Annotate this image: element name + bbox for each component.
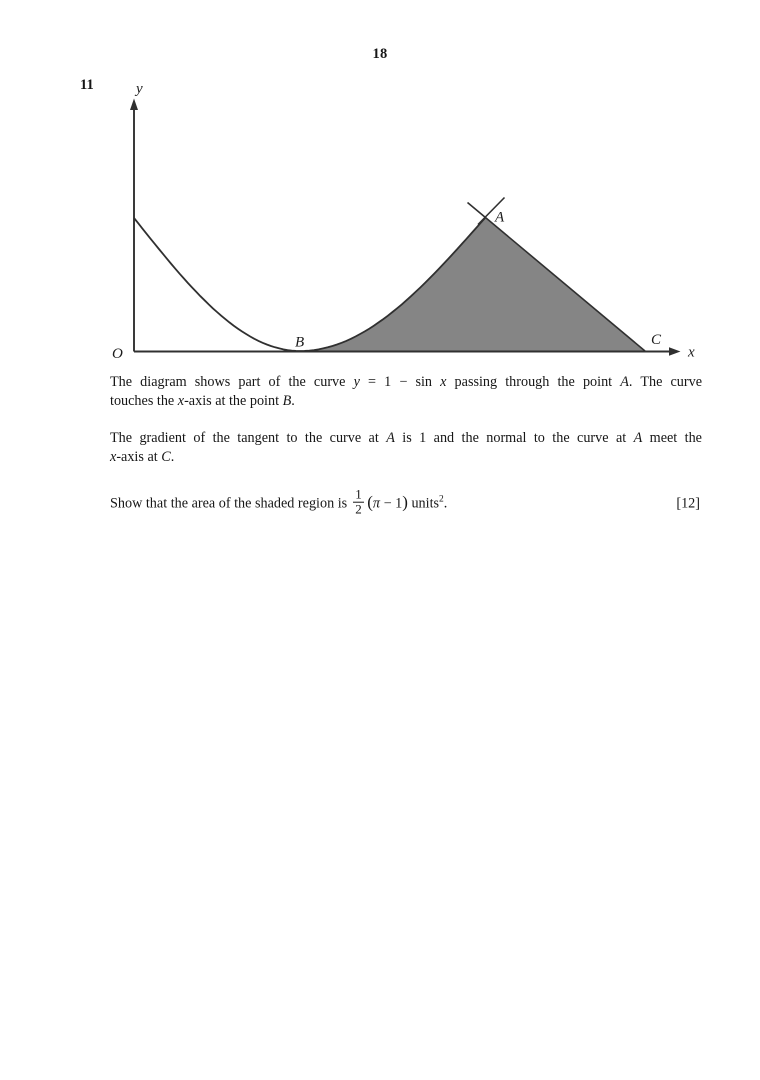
- question-text: Show that the area of the shaded region is $\frac{1}{2}$ (π − 1) units$^2$.: [110, 486, 448, 517]
- marks-badge: [12]: [676, 495, 700, 512]
- point-c-label: C: [651, 332, 662, 348]
- origin-label: O: [112, 346, 123, 362]
- text-line: The gradient of the tangent to the curve at A is 1 and the normal to the curve at A meet the: [110, 430, 702, 446]
- page-number: 18: [372, 46, 388, 62]
- paragraph-tangent-normal: [110, 429, 702, 466]
- figure-svg: [100, 75, 710, 370]
- y-axis-label: y: [136, 81, 143, 97]
- text-line: touches the x-axis at the point B.: [110, 392, 295, 409]
- question-row: [110, 484, 700, 524]
- text-line: x-axis at C.: [110, 448, 175, 465]
- point-b-label: B: [295, 334, 305, 351]
- x-axis-label: x: [688, 344, 695, 361]
- y-axis-arrow-icon: [130, 99, 138, 111]
- fraction: $\frac{1}{2}$: [353, 488, 365, 518]
- figure: [100, 75, 710, 370]
- paragraph-curve-description: [110, 373, 702, 410]
- x-axis-arrow-icon: [669, 347, 681, 355]
- point-a-label: A: [495, 209, 505, 226]
- question-number: 11: [80, 77, 94, 93]
- shaded-region: [300, 218, 645, 351]
- text-line: The diagram shows part of the curve y = 1 − sin x passing through the point A. The curve: [110, 374, 702, 390]
